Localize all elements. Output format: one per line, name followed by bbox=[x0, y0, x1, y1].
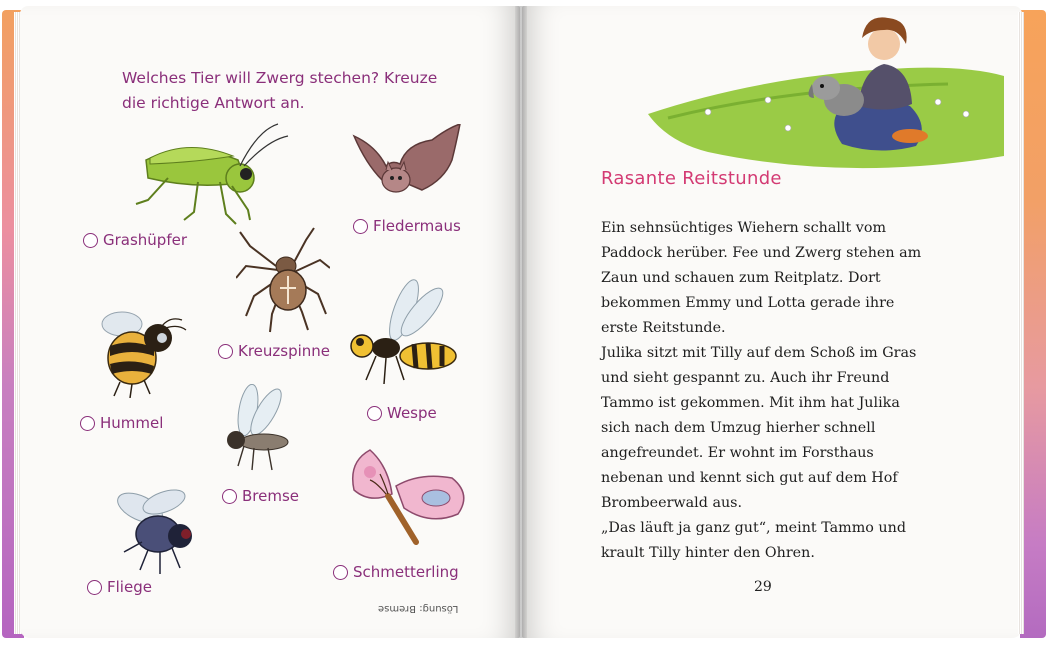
radio-circle[interactable] bbox=[87, 580, 102, 595]
horsefly-illustration bbox=[214, 384, 296, 476]
radio-circle[interactable] bbox=[353, 219, 368, 234]
bumblebee-illustration bbox=[96, 302, 192, 398]
option-fliege[interactable] bbox=[87, 578, 152, 596]
option-wespe[interactable] bbox=[367, 404, 437, 422]
story-paragraph: Ein sehnsüchtiges Wiehern schallt vom Paddock herüber. Fee und Zwerg stehen am Zaun und schauen zum Reitplatz. Dort bekommen Emmy und Lotta gerade ihre erste Reitstunde. bbox=[601, 220, 922, 336]
radio-circle[interactable] bbox=[218, 344, 233, 359]
radio-circle[interactable] bbox=[222, 489, 237, 504]
fly-illustration bbox=[112, 482, 208, 578]
quiz-question: Welches Tier will Zwerg stechen? Kreuze die richtige Antwort an. bbox=[122, 69, 438, 112]
book-spine bbox=[515, 6, 527, 638]
option-label: Bremse bbox=[242, 487, 300, 505]
radio-circle[interactable] bbox=[80, 416, 95, 431]
spider-illustration bbox=[236, 226, 330, 334]
page-number: 29 bbox=[754, 579, 772, 595]
option-label: Fliege bbox=[107, 578, 152, 596]
girl-with-dog-illustration bbox=[648, 14, 1004, 174]
grasshopper-illustration bbox=[128, 120, 290, 228]
option-kreuzspinne[interactable] bbox=[218, 342, 330, 360]
option-grashuepfer[interactable] bbox=[83, 231, 187, 249]
butterfly-illustration bbox=[340, 442, 472, 552]
story-text bbox=[601, 216, 931, 566]
upside-down-solution: Lösung: Bremse bbox=[378, 603, 459, 614]
story-paragraph: Julika sitzt mit Tilly auf dem Schoß im Gras und sieht gespannt zu. Auch ihr Freund Tammo ist gekommen. Mit ihm hat Julika sich nach dem Umzug hierher schnell angefreundet. Er wohnt im Forsthaus nebenan und kennt sich gut auf dem Hof Brombeerwald aus. bbox=[601, 345, 917, 511]
option-label: Fledermaus bbox=[373, 217, 461, 235]
bat-illustration bbox=[352, 124, 464, 202]
option-fledermaus[interactable] bbox=[353, 217, 461, 235]
wasp-illustration bbox=[346, 276, 458, 392]
option-label: Schmetterling bbox=[353, 563, 459, 581]
chapter-title: Rasante Reitstunde bbox=[601, 168, 782, 189]
page-stack-right bbox=[1018, 12, 1024, 634]
option-label: Grashüpfer bbox=[103, 231, 188, 249]
option-label: Hummel bbox=[100, 414, 164, 432]
option-schmetterling[interactable] bbox=[333, 563, 459, 581]
radio-circle[interactable] bbox=[83, 233, 98, 248]
story-paragraph: „Das läuft ja ganz gut“, meint Tammo und krault Tilly hinter den Ohren. bbox=[601, 520, 906, 561]
option-label: Kreuzspinne bbox=[238, 342, 331, 360]
option-label: Wespe bbox=[387, 404, 437, 422]
option-hummel[interactable] bbox=[80, 414, 163, 432]
radio-circle[interactable] bbox=[367, 406, 382, 421]
option-bremse[interactable] bbox=[222, 487, 299, 505]
radio-circle[interactable] bbox=[333, 565, 348, 580]
